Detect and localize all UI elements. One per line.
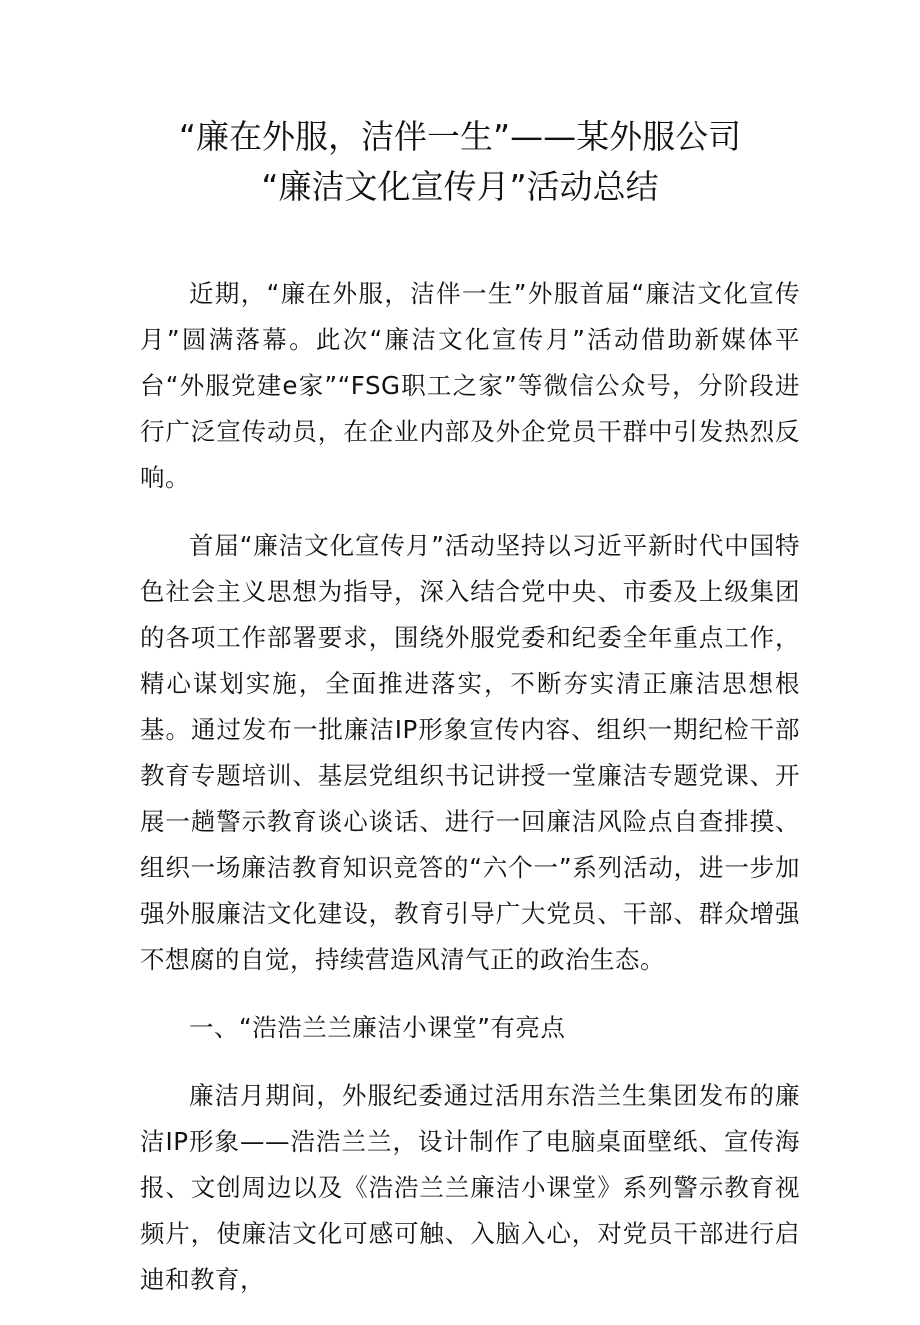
paragraph-intro: 近期，“廉在外服，洁伴一生”外服首届“廉洁文化宣传月”圆满落幕。此次“廉洁文化宣传月”活动借助新媒体平台“外服党建e家”“FSG职工之家”等微信公众号，分阶段进行广泛宣传动员，在企业内部及外企党员干群中引发热烈反响。	[140, 279, 800, 492]
paragraph-section-1: 廉洁月期间，外服纪委通过活用东浩兰生集团发布的廉洁IP形象——浩浩兰兰，设计制作了电脑桌面壁纸、宣传海报、文创周边以及《浩浩兰兰廉洁小课堂》系列警示教育视频片，使廉洁文化可感可触、入脑入心，对党员干部进行启迪和教育，	[140, 1081, 800, 1294]
title-line-1: “廉在外服，洁伴一生”——某外服公司	[178, 117, 742, 156]
document-title	[120, 112, 800, 212]
paragraph-overview: 首届“廉洁文化宣传月”活动坚持以习近平新时代中国特色社会主义思想为指导，深入结合党中央、市委及上级集团的各项工作部署要求，围绕外服党委和纪委全年重点工作，精心谋划实施，全面推进落实，不断夯实清正廉洁思想根基。通过发布一批廉洁IP形象宣传内容、组织一期纪检干部教育专题培训、基层党组织书记讲授一堂廉洁专题党课、开展一趟警示教育谈心谈话、进行一回廉洁风险点自查排摸、组织一场廉洁教育知识竞答的“六个一”系列活动，进一步加强外服廉洁文化建设，教育引导广大党员、干部、群众增强不想腐的自觉，持续营造风清气正的政治生态。	[140, 531, 800, 974]
title-line-2: “廉洁文化宣传月”活动总结	[261, 167, 659, 206]
section-heading-1: 一、“浩浩兰兰廉洁小课堂”有亮点	[189, 1013, 566, 1042]
document-body	[140, 271, 800, 1325]
